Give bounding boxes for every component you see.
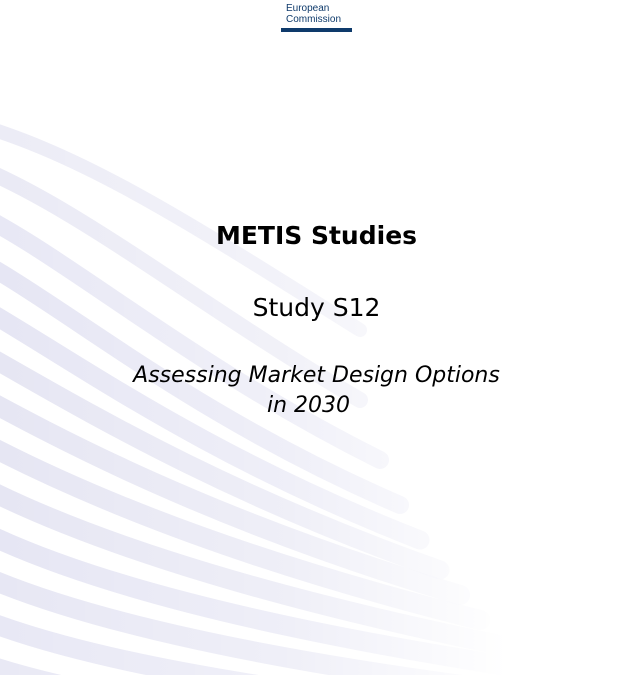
european-commission-logo xyxy=(281,0,353,34)
study-subject-line2: in 2030 xyxy=(266,393,351,418)
logo-underline-bar xyxy=(281,28,352,32)
logo-text-line1: European xyxy=(286,3,330,14)
study-subject-line1: Assessing Market Design Options xyxy=(133,363,500,388)
logo-text-line2: Commission xyxy=(286,14,342,25)
cover-title: METIS Studies xyxy=(215,221,418,250)
study-number: Study S12 xyxy=(252,293,381,322)
